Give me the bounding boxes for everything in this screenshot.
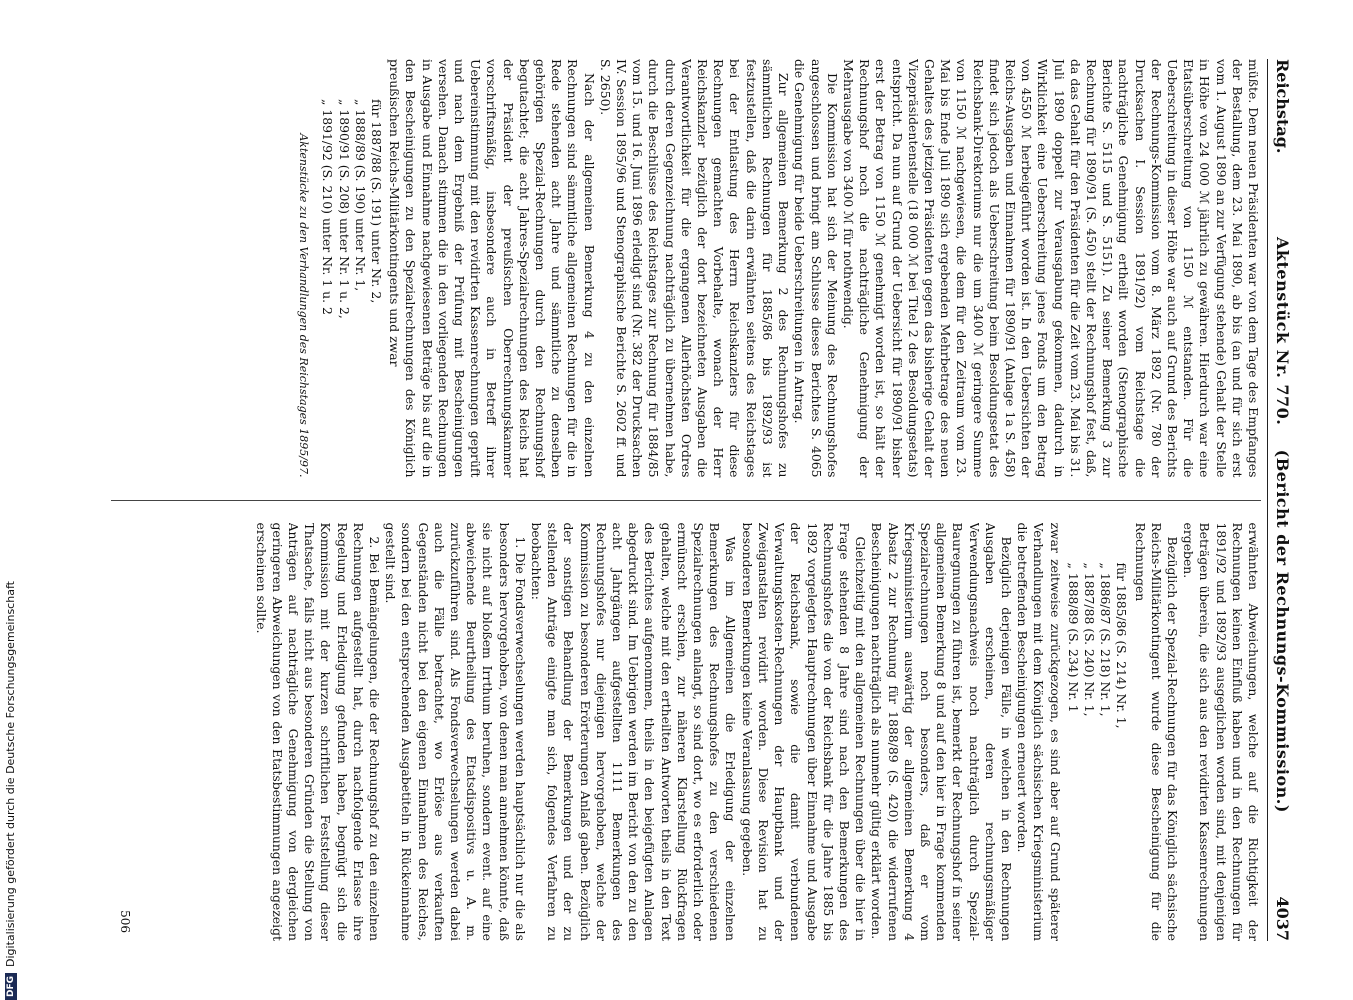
rechnung-list — [1065, 563, 1130, 942]
document-number: Aktenstück Nr. 770. — [1273, 237, 1292, 426]
right-column — [111, 523, 1261, 942]
header-center — [1273, 237, 1292, 813]
paragraph: Bezüglich der Spezial-Rechnungen für das Königlich sächsische Reichs-Militärkontingent wurde diese Bescheinigung für die Rechnungen — [1132, 522, 1180, 941]
page-footer: Aktenstücke zu den Verhandlungen des Reichstages 1895/97. — [297, 133, 311, 478]
left-column — [111, 59, 1261, 478]
list-item: „ 1887/88 (S. 240) Nr. 1, — [1081, 562, 1097, 717]
header-left: Reichstag. — [1273, 59, 1292, 154]
list-item: „ 1886/87 (S. 218) Nr. 1, — [1098, 562, 1114, 717]
list-item: „ 1890/91 (S. 208) unter Nr. 1 u. 2, — [336, 99, 352, 319]
list-item: „ 1888/89 (S. 190) unter Nr. 1, — [352, 99, 368, 292]
list-item: „ 1891/92 (S. 210) unter Nr. 1 u. 2 — [320, 99, 336, 315]
paragraph: Die Kommission hat sich der Meinung des Rechnungshofes angeschlossen und bringt am Schlusse dieses Berichtes S. 4065 die Genehmigung für beide Ueberschreitungen in Antrag. — [792, 59, 840, 478]
document-page — [60, 45, 1300, 955]
paragraph: müßte. Dem neuen Präsidenten war von dem Tage des Empfanges der Bestallung, dem 23. Mai 1890, ab bis (an und für sich erst vom 1. August 1890 an zur Verfügung stehende) Gehalt der Stelle in Höhe von 24 000 ℳ jährlich zu gewähren. Hierdurch war eine Etatsüberschreitung von 1150 ℳ entstanden. Für die Ueberschreitung in dieser Höhe war auch auf Grund des Berichts der Rechnungs-Kommission vom 8. März 1892 (Nr. 780 der Drucksachen I. Session 1891/92) vom Reichstage die nachträgliche Genehmigung ertheilt worden (Stenographische Berichte S. 5115 und S. 5151). Zu seiner Bemerkung 3 zur Rechnung für 1890/91 (S. 450) stellt der Rechnungshof fest, daß, da das Gehalt für den Präsidenten für die Zeit vom 23. Mai bis 31. Juli 1890 doppelt zur Verausgabung gekommen, dadurch in Wirklichkeit eine Ueberschreitung jenes Fonds um den Betrag von 4550 ℳ herbeigeführt worden ist. In den Uebersichten der Reichs-Ausgaben und Einnahmen für 1890/91 (Anlage 1a S. 458) findet sich jedoch als Ueberschreitung beim Besoldungsetat des Reichsbank-Direktoriums nur die um 3400 ℳ geringere Summe von 1150 ℳ nachgewiesen, die dem für den Zeitraum vom 23. Mai bis Ende Juli 1890 sich ergebenden Mehrbetrage des neuen Gehaltes des jetzigen Präsidenten gegen das bisherige Gehalt der Vizepräsidentenstelle (18 000 ℳ bei Titel 2 des Besoldungsetats) entspricht. Da nun auf Grund der Uebersicht für 1890/91 bisher erst der Betrag von 1150 ℳ genehmigt worden ist, so hält der Rechnungshof noch die nachträgliche Genehmigung der Mehrausgabe von 3400 ℳ für nothwendig. — [840, 59, 1261, 478]
column-divider — [111, 500, 1261, 501]
digitization-sidenote — [4, 0, 18, 1000]
paragraph: Bezüglich derjenigen Fälle, in welchen in den Rechnungen Ausgaben erscheinen, deren rechnungsmäßiger Verwendungsnachweis noch nachträglich durch Spezial-Bauregnungen zu führen ist, bemerkt der Rechnungshof in seiner allgemeinen Bemerkung 8 und auf den hier in Frage kommenden Spezialrechnungen noch besonders, daß er vom Kriegsministerium auswärtig der allgemeinen Bemerkung 4 Absatz 2 zur Rechnung für 1888/89 (S. 420) die widerrufenen Bescheinigungen nachträglich als nunmehr gültig erklärt worden. — [869, 522, 1014, 941]
rechnung-list — [319, 99, 384, 478]
paragraph: erwähnten Abweichungen, welche auf die Richtigkeit der Rechnungen keinen Einfluß haben und in den Rechnungen für 1891/92 und 1892/93 ausgeglichen worden sind, mit denjenigen Beträgen überein, die sich aus den revidirten Kassenrechnungen ergeben. — [1181, 522, 1261, 941]
numbered-item: 1. Die Fondsverwechselungen werden hauptsächlich nur die als besonders hervorgehoben, von denen man annehmen könnte, daß sie nicht auf bloßem Irrthum beruhen, sondern event. auf eine abweichende Beurtheilung des Etatsdispositivs u. A. m. zurückzuführen sind. Als Fondsverwechselungen werden dabei auch die Fälle betrachtet, wo Erlöse aus verkauften Gegenständen nicht bei den eigenen Einnahmen des Reiches, sondern bei den entsprechenden Ausgabetiteln in Rückeinnahme gestellt sind. — [383, 522, 528, 941]
numbered-item: 2. Bei Bemängelungen, die der Rechnungshof zu den einzelnen Rechnungen aufgestellt hat, durch nachfolgende Erlasse ihre Regelung und Erledigung gefunden haben, begnügt sich die Kommission mit der kurzen schriftlichen Feststellung dieser Thatsache, falls nicht aus besonderen Gründen die Stellung von Anträgen auf nachträgliche Genehmigung von dergleichen geringeren Abweichungen von den Etatsbestimmungen angezeigt erscheinen sollte. — [253, 522, 383, 941]
paragraph: zwar zeitweise zurückgezogen, es sind aber auf Grund späterer Verhandlungen mit dem Königlich sächsischen Kriegsministerium die betreffenden Bescheinigungen erneuert worden. — [1015, 522, 1063, 941]
list-item: für 1887/88 (S. 191) unter Nr. 2, — [369, 99, 385, 304]
scanned-page-frame — [60, 45, 1300, 955]
paragraph: Zur allgemeinen Bemerkung 2 des Rechnungshofes zu sämmtlichen Rechnungen für 1885/86 bis 1892/93 ist festzustellen, daß die darin erwähnten seitens des Reichstages bei der Entlastung des Herrn Reichskanzlers für diese Rechnungen gemachten Vorbehalte, wonach der Herr Reichskanzler bezüglich der dort bezeichneten Ausgaben die Verantwortlichkeit für die ergangenen Allerhöchsten Ordres durch deren Gegenzeichnung nachträglich zu übernehmen habe, durch die Beschlüsse des Reichstages zur Rechnung für 1884/85 vom 15. und 16. Juni 1896 erledigt sind (Nr. 382 der Drucksachen IV. Session 1895/96 und Stenographische Berichte S. 2602 ff. und S. 2650). — [597, 59, 792, 478]
paragraph: Was im Allgemeinen die Erledigung der einzelnen Bemerkungen des Rechnungshofes zu den verschiedenen Spezialrechnungen anlangt, so sind dort, wo es erforderlich oder ermünscht erschien, zur näheren Klarstellung Rückfragen gehalten, welche mit den ertheilten Antworten theils in den Text des Berichtes aufgenommen, theils in den beigefügten Anlagen abgedruckt sind. Im Uebrigen werden im Bericht von den zu den acht Jahrgängen aufgestellten 1111 Bemerkungen des Rechnungshofes nur diejenigen hervorgehoben, welche der Kommission zu besonderen Erörterungen Anlaß gaben. Bezüglich der sonstigen Behandlung der Bemerkungen und der zu stellenden Anträge einigte man sich, folgendes Verfahren zu beobachten: — [529, 522, 739, 941]
paragraph: Gleichzeitig mit den allgemeinen Rechnungen über die hier in Frage stehenden 8 Jahre sind nach den Bemerkungen des Rechnungshofes die von der Reichsbank für die Jahre 1885 bis 1892 vorgelegten Hauptrechnungen über Einnahme und Ausgabe der Reichsbank, sowie die damit verbundenen Verwaltungskosten-Rechnungen der Hauptbank und der Zweiganstalten revidirt worden. Diese Revision hat zu besonderen Bemerkungen keine Veranlassung gegeben. — [739, 522, 869, 941]
header-rule — [1267, 59, 1268, 941]
dfg-logo: DFG — [5, 973, 17, 1000]
text-columns — [111, 59, 1261, 941]
list-item: „ 1888/89 (S. 234) Nr. 1 — [1065, 562, 1081, 713]
digitization-note: Digitalisierung gefördert durch die Deutsche Forschungsgemeinschaft — [4, 581, 17, 967]
report-title: (Bericht der Rechnungs-Kommission.) — [1273, 449, 1292, 813]
page-number: 4037 — [1273, 896, 1292, 941]
list-item: für 1885/86 (S. 214) Nr. 1, — [1114, 562, 1130, 729]
paragraph: Nach der allgemeinen Bemerkung 4 zu den einzelnen Rechnungen sind sämmtliche allgemeinen Rechnungen für die in Rede stehenden acht Jahre und sämmtliche zu denselben gehörigen Spezial-Rechnungen durch den Rechnungshof begutachtet; die acht Jahres-Spezialrechnungen des Reichs hat der Präsident der preußischen Oberrechnungskammer vorschriftsmäßig, insbesondere auch in Betreff ihrer Uebereinstimmung mit den revidirten Kassenrechnungen geprüft und nach dem Ergebniß der Prüfung mit Bescheinigungen versehen. Danach stimmen die in den vorliegenden Rechnungen in Ausgabe und Einnahme nachgewiesenen Beträge bis auf die in den Bescheinigungen zu den Spezialrechnungen des Königlich preußischen Reichs-Militärkontingents und zwar — [387, 59, 597, 478]
sheet-number: 506 — [118, 910, 133, 933]
page-header — [1270, 59, 1292, 941]
